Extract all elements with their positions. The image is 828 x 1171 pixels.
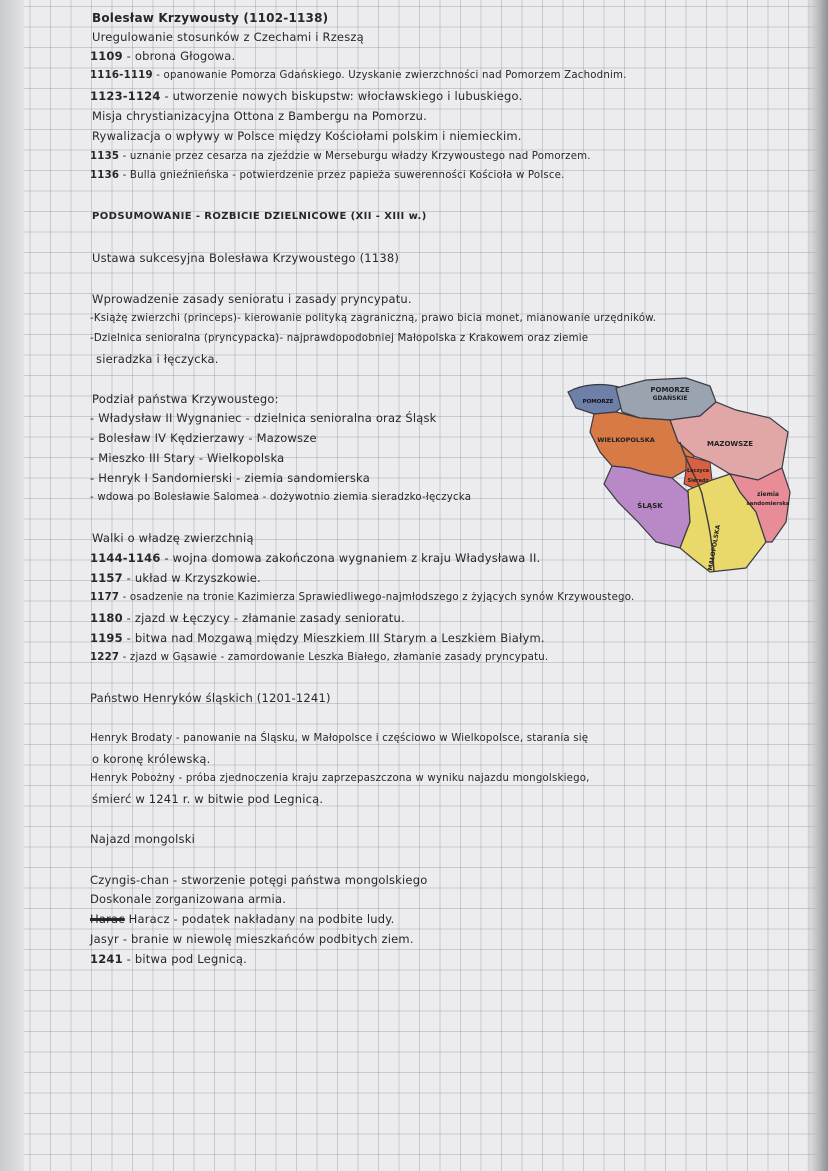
map-label-malopolska: MAŁOPOLSKA (707, 524, 722, 572)
poland-division-map (560, 372, 792, 582)
event-year: 1144-1146 (90, 551, 161, 565)
division-item-1: - Władysław II Wygnaniec - dzielnica senioralna oraz Śląsk (90, 411, 437, 425)
army-line: Doskonale zorganizowana armia. (90, 892, 287, 906)
jasyr-line: Jasyr - branie w niewolę mieszkańców podbitych ziem. (90, 932, 414, 946)
power-struggle-heading: Walki o władzę zwierzchnią (92, 531, 254, 545)
section1-title (92, 10, 328, 26)
event-text: - uznanie przez cesarza na zjeździe w Merseburgu władzy Krzywoustego nad Pomorzem. (122, 151, 591, 162)
relations-line: Uregulowanie stosunków z Czechami i Rzeszą (92, 30, 364, 44)
henryk-pobozny-line: Henryk Pobożny - próba zjednoczenia kraju zaprzepaszczona w wyniku najazdu mongolskiego, (90, 773, 590, 784)
map-label-gdanskie: GDAŃSKIE (652, 395, 688, 402)
summary-heading: PODSUMOWANIE - ROZBICIE DZIELNICOWE (XII - XIII w.) (92, 211, 427, 222)
event-year: 1227 (90, 652, 120, 663)
event-1195 (90, 630, 545, 646)
principles-line: Wprowadzenie zasady senioratu i zasady pryncypatu. (92, 292, 412, 306)
page-left-margin (0, 0, 24, 1171)
event-1123 (90, 88, 522, 104)
event-text: - bitwa pod Legnicą. (126, 952, 247, 966)
division-item-3: - Mieszko III Stary - Wielkopolska (90, 451, 285, 465)
event-text: - zjazd w Łęczycy - złamanie zasady senioratu. (126, 611, 405, 625)
event-1180 (90, 610, 405, 626)
silesian-henrys-heading: Państwo Henryków śląskich (1201-1241) (90, 691, 331, 705)
event-text: - utworzenie nowych biskupstw: włocławskiego i lubuskiego. (164, 89, 523, 103)
map-label-ziemia: ziemia (757, 491, 779, 498)
map-label-wielkopolska: WIELKOPOLSKA (597, 436, 655, 444)
event-1136 (90, 168, 565, 184)
event-text: - układ w Krzyszkowie. (126, 571, 261, 585)
division-item-2: - Bolesław IV Kędzierzawy - Mazowsze (90, 431, 317, 445)
rivalry-line: Rywalizacja o wpływy w Polsce między Kościołami polskim i niemieckim. (92, 129, 522, 143)
haracz-line (90, 911, 395, 927)
map-label-pomorze: POMORZE (650, 386, 690, 394)
map-label-slask: ŚLĄSK (637, 502, 663, 510)
princeps-bullet: -Książę zwierzchi (princeps)- kierowanie polityką zagraniczną, prawo bicia monet, mianowanie urzędników. (90, 313, 657, 324)
division-item-4: - Henryk I Sandomierski - ziemia sandomierska (90, 471, 370, 485)
division-item-5: - wdowa po Bolesławie Salomea - dożywotnio ziemia sieradzko-łęczycka (90, 492, 472, 503)
event-year: 1177 (90, 592, 120, 603)
map-label-pomorze-w: POMORZE (582, 399, 614, 405)
mongol-invasion-heading: Najazd mongolski (90, 832, 195, 846)
event-text: - obrona Głogowa. (126, 49, 236, 63)
event-year: 1109 (90, 49, 123, 63)
henryk-brodaty-continued: o koronę królewską. (92, 752, 211, 766)
event-1116 (90, 68, 627, 84)
event-year: 1241 (90, 952, 123, 966)
event-text: - osadzenie na tronie Kazimierza Sprawiedliwego-najmłodszego z żyjących synów Krzywoustego. (122, 592, 635, 603)
event-text: - Bulla gnieźnieńska - potwierdzenie przez papieża suwerenności Kościoła w Polsce. (122, 170, 565, 181)
map-label-sieradz: Sieradz (687, 478, 709, 484)
division-title: Podział państwa Krzywoustego: (92, 392, 279, 406)
event-text: - wojna domowa zakończona wygnaniem z kraju Władysława II. (164, 551, 541, 565)
event-year: 1136 (90, 170, 120, 181)
event-1241 (90, 951, 247, 967)
haracz-text: Haracz - podatek nakładany na podbite ludy. (128, 912, 395, 926)
event-1177 (90, 590, 634, 606)
event-text: - zjazd w Gąsawie - zamordowanie Leszka Białego, złamanie zasady pryncypatu. (122, 652, 549, 663)
event-year: 1180 (90, 611, 123, 625)
event-year: 1123-1124 (90, 89, 161, 103)
event-year: 1157 (90, 571, 123, 585)
event-year: 1135 (90, 151, 120, 162)
map-label-sandomierska: sandomierska (746, 501, 790, 507)
genghis-line: Czyngis-chan - stworzenie potęgi państwa mongolskiego (90, 873, 428, 887)
henryk-brodaty-line: Henryk Brodaty - panowanie na Śląsku, w Małopolsce i częściowo w Wielkopolsce, starania się (90, 733, 589, 744)
event-1135 (90, 149, 591, 165)
map-label-leczyca: Łęczyca (686, 468, 710, 474)
event-year: 1116-1119 (90, 70, 153, 81)
title-years: (1102-1138) (243, 11, 329, 25)
senior-district-continued: sieradzka i łęczycka. (96, 352, 219, 366)
struck-word: Harac (90, 912, 125, 926)
event-1144 (90, 550, 540, 566)
mission-line: Misja chrystianizacyjna Ottona z Bambergu na Pomorzu. (92, 109, 427, 123)
event-year: 1195 (90, 631, 123, 645)
event-text: - opanowanie Pomorza Gdańskiego. Uzyskanie zwierzchności nad Pomorzem Zachodnim. (156, 70, 627, 81)
event-1227 (90, 650, 548, 666)
page-right-edge (806, 0, 828, 1171)
event-1157 (90, 570, 261, 586)
event-1109 (90, 48, 235, 64)
henryk-pobozny-continued: śmierć w 1241 r. w bitwie pod Legnicą. (92, 792, 324, 806)
senior-district-bullet: -Dzielnica senioralna (pryncypacka)- najprawdopodobniej Małopolska z Krakowem oraz ziemie (90, 333, 589, 344)
event-text: - bitwa nad Mozgawą między Mieszkiem III Starym a Leszkiem Białym. (126, 631, 545, 645)
map-label-mazowsze: MAZOWSZE (706, 440, 754, 448)
statute-line: Ustawa sukcesyjna Bolesława Krzywoustego (1138) (92, 251, 400, 265)
title-name: Bolesław Krzywousty (92, 11, 239, 25)
